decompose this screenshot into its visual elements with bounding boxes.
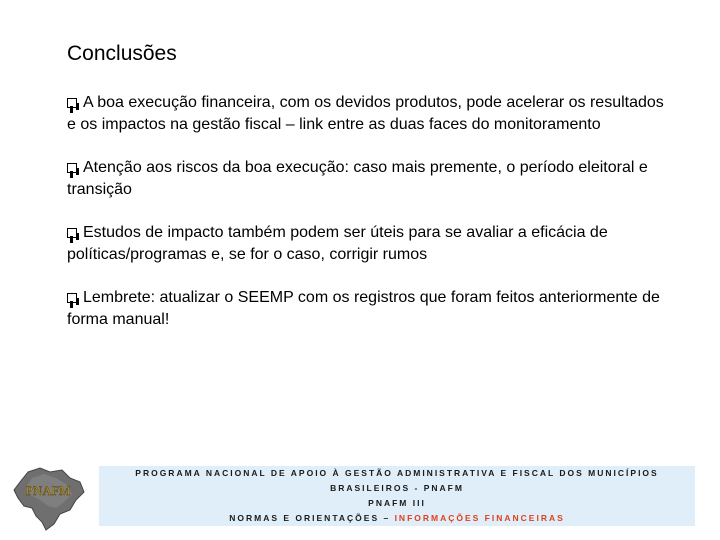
footer-section-highlight: INFORMAÇÕES FINANCEIRAS xyxy=(394,513,565,523)
logo-text: PNAFM xyxy=(25,483,71,498)
bullet-text: Estudos de impacto também podem ser úteis para se avaliar a eficácia de políticas/programas e, se for o caso, corrigir rumos xyxy=(67,224,608,263)
bullet-item xyxy=(67,222,667,266)
pnafm-logo xyxy=(10,466,88,532)
footer-section xyxy=(229,511,565,526)
bullet-item xyxy=(67,287,667,331)
bullet-text: Lembrete: atualizar o SEEMP com os registros que foram feitos anteriormente de forma manual! xyxy=(67,289,660,328)
checkbox-bullet-icon xyxy=(67,293,77,303)
footer-program-short: PNAFM III xyxy=(368,498,426,508)
checkbox-bullet-icon xyxy=(67,163,77,173)
bullet-item xyxy=(67,157,667,201)
bullet-item xyxy=(67,92,667,136)
checkbox-bullet-icon xyxy=(67,228,77,238)
bullet-text: A boa execução financeira, com os devidos produtos, pode acelerar os resultados e os impactos na gestão fiscal – link entre as duas faces do monitoramento xyxy=(67,94,664,133)
checkbox-bullet-icon xyxy=(67,98,77,108)
footer-section-prefix: NORMAS E ORIENTAÇÕES – xyxy=(229,513,395,523)
footer-banner xyxy=(99,466,695,526)
footer-program-name: PROGRAMA NACIONAL DE APOIO À GESTÃO ADMINISTRATIVA E FISCAL DOS MUNICÍPIOS BRASILEIROS - PNAFM xyxy=(135,468,659,493)
brazil-map-icon xyxy=(10,466,88,532)
bullet-list xyxy=(67,92,667,331)
bullet-text: Atenção aos riscos da boa execução: caso mais premente, o período eleitoral e transição xyxy=(67,159,648,198)
slide-title: Conclusões xyxy=(67,42,177,65)
